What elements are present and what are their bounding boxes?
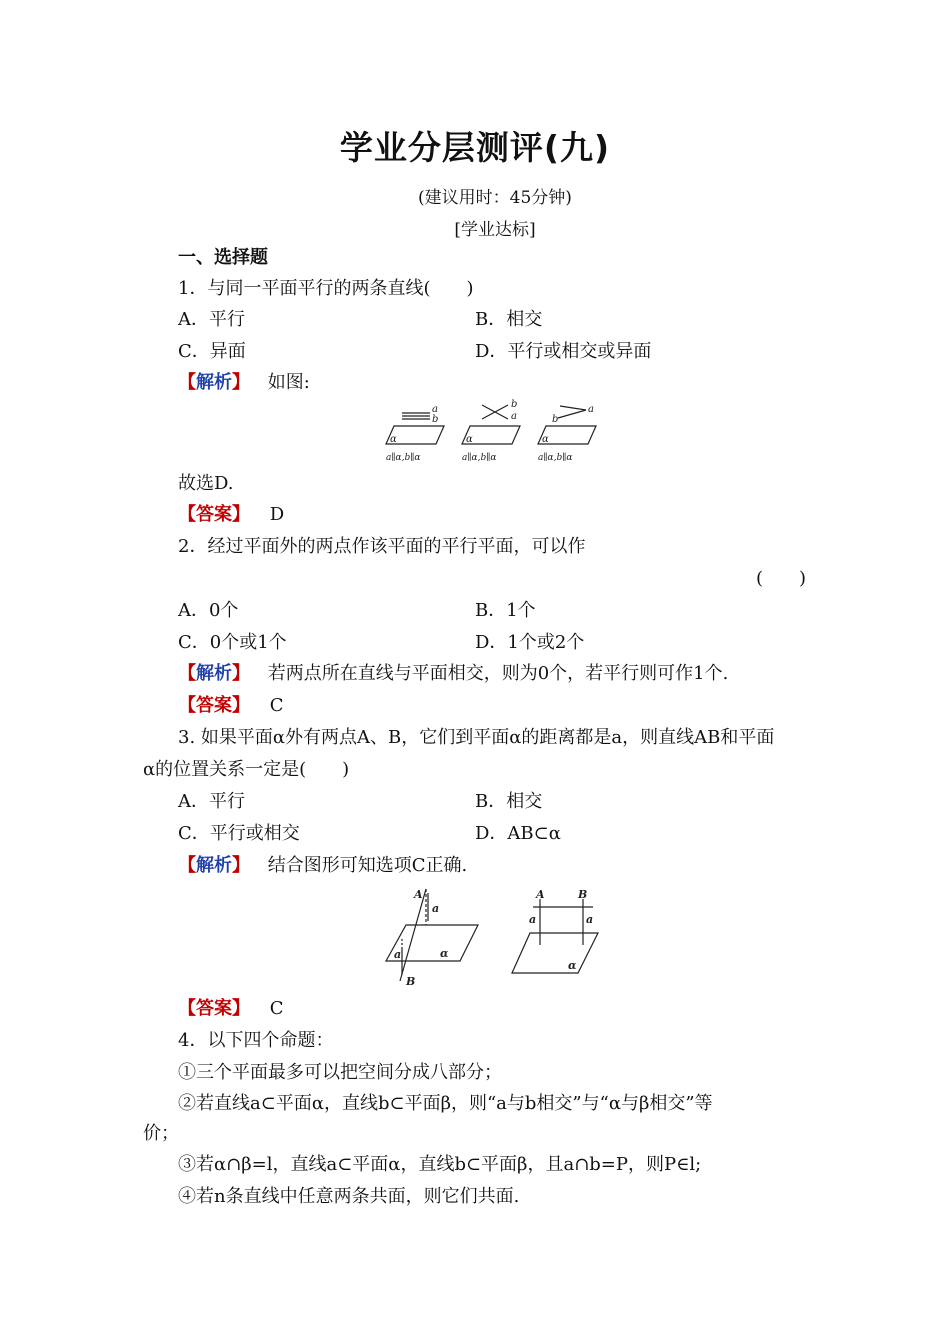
q2-option-c: C．0个或1个 [178,632,287,653]
q3-option-b: B．相交 [475,791,543,812]
q1-option-c: C．异面 [178,341,246,362]
fig-right-label-alpha: α [568,959,577,972]
level-label: [学业达标] [454,220,536,240]
fig-right-label-a2: a [586,913,594,926]
q1-figure [380,398,610,466]
fig3-label-a: a [588,404,594,415]
fig2-label-b: b [511,399,518,410]
page-title: 学业分层测评(九) [339,128,611,167]
q4-item-3: ③若α∩β=l，直线a⊂平面α，直线b⊂平面β，且a∩b=P，则P∈l; [178,1154,702,1175]
fig-right-label-B: B [578,888,588,901]
q2-analysis: 【解析】 若两点所在直线与平面相交，则为0个，若平行则可作1个. [178,663,729,684]
q1-analysis: 【解析】 如图: [178,372,310,393]
q1-option-b: B．相交 [475,309,543,330]
q3-analysis: 【解析】 结合图形可知选项C正确. [178,855,468,876]
fig1-label-alpha: α [390,434,397,445]
q3-option-d: D．AB⊂α [475,823,561,844]
q4-item-4: ④若n条直线中任意两条共面，则它们共面. [178,1186,520,1207]
fig3-label-alpha: α [542,434,549,445]
fig-left-label-a1: a [432,902,440,915]
fig1-label-b: b [432,414,439,425]
fig3-label-b: b [552,414,559,425]
q4-item-2-cont: 价； [143,1123,179,1144]
q2-option-b: B．1个 [475,600,536,621]
q1-conclusion: 故选D. [178,473,234,494]
q1-stem: 1．与同一平面平行的两条直线( ) [178,278,474,299]
fig2-label-alpha: α [466,434,473,445]
fig-left-label-alpha: α [440,947,449,960]
q2-paren: ( ) [756,568,807,589]
fig2-caption: a∥α,b∥α [462,453,497,463]
q2-stem: 2．经过平面外的两点作该平面的平行平面，可以作 [178,536,586,557]
fig-left-label-a2: a [394,948,402,961]
q3-option-c: C．平行或相交 [178,823,300,844]
q3-option-a: A．平行 [178,791,245,812]
q1-answer: 【答案】 D [178,504,285,525]
fig1-label-a: a [432,404,438,415]
section-heading: 一、选择题 [178,247,268,268]
q2-option-d: D．1个或2个 [475,632,585,653]
fig1-caption: a∥α,b∥α [386,453,421,463]
q4-item-1: ①三个平面最多可以把空间分成八部分； [178,1062,502,1083]
q2-option-a: A．0个 [178,600,239,621]
q4-item-2: ②若直线a⊂平面α，直线b⊂平面β，则“a与b相交”与“α与β相交”等 [178,1093,713,1114]
q3-stem-line2: α的位置关系一定是( ) [143,759,350,780]
q3-stem-line1: 3. 如果平面α外有两点A、B，它们到平面α的距离都是a，则直线AB和平面 [178,727,775,748]
q1-option-d: D．平行或相交或异面 [475,341,652,362]
q3-answer: 【答案】 C [178,998,284,1019]
q2-answer: 【答案】 C [178,695,284,716]
q4-stem: 4．以下四个命题： [178,1030,334,1051]
fig3-caption: a∥α,b∥α [538,453,573,463]
time-note: (建议用时：45分钟) [418,188,572,208]
fig-right-label-a1: a [529,913,537,926]
q3-figure [378,885,618,990]
fig-left-label-B: B [406,975,416,988]
fig2-label-a: a [511,411,517,422]
fig-left-label-A: A [414,888,423,901]
fig-right-label-A: A [536,888,545,901]
q1-option-a: A．平行 [178,309,245,330]
